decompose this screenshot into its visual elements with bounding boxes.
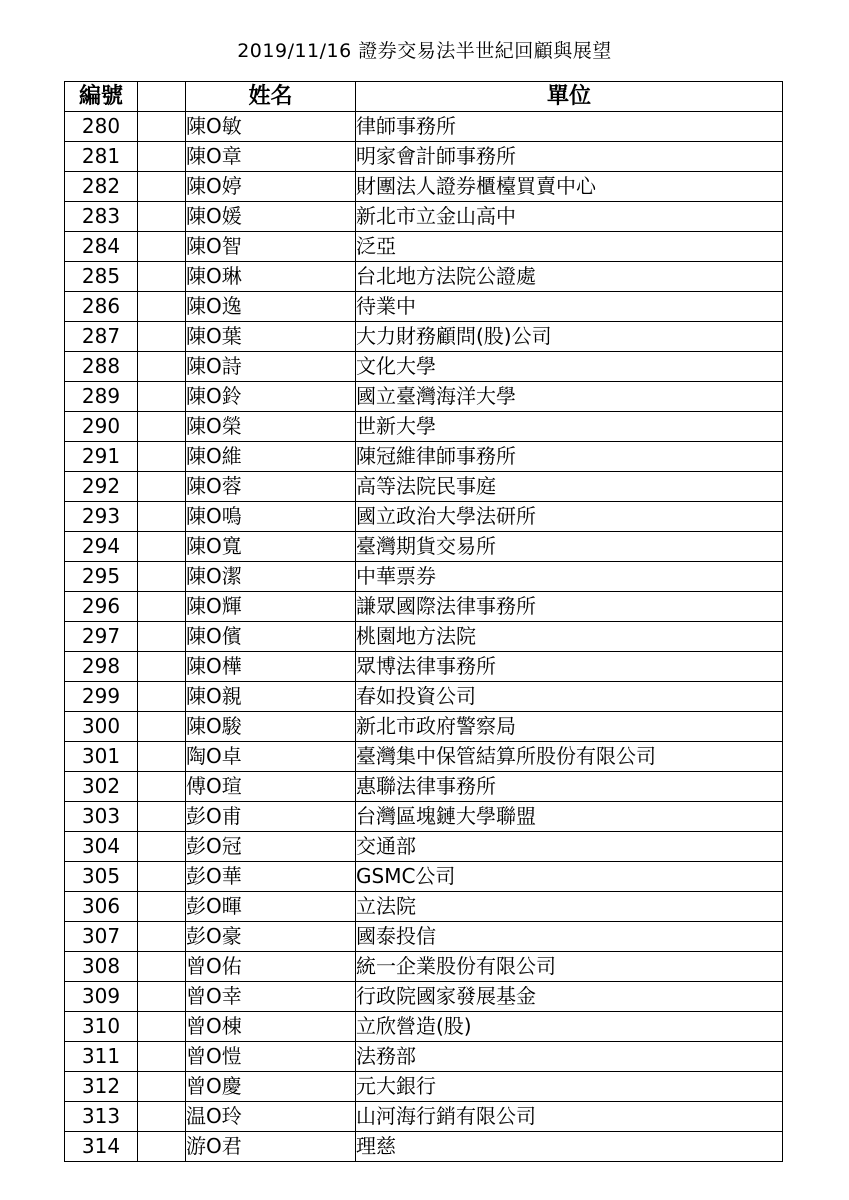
row-unit: 台北地方法院公證處 <box>356 262 783 292</box>
row-number: 283 <box>65 202 138 232</box>
page-title: 2019/11/16 證券交易法半世紀回顧與展望 <box>237 40 612 62</box>
row-name: 陳O智 <box>186 232 356 262</box>
table-row <box>65 292 783 322</box>
row-blank-cell <box>138 202 186 232</box>
row-name: 陳O親 <box>186 682 356 712</box>
table-row <box>65 1042 783 1072</box>
row-number: 284 <box>65 232 138 262</box>
row-number: 301 <box>65 742 138 772</box>
row-name: 陳O媛 <box>186 202 356 232</box>
row-unit: 待業中 <box>356 292 783 322</box>
row-blank-cell <box>138 412 186 442</box>
row-number: 300 <box>65 712 138 742</box>
row-name: 温O玲 <box>186 1102 356 1132</box>
row-blank-cell <box>138 172 186 202</box>
row-blank-cell <box>138 862 186 892</box>
row-name: 彭O暉 <box>186 892 356 922</box>
table-row <box>65 502 783 532</box>
row-name: 彭O豪 <box>186 922 356 952</box>
row-number: 311 <box>65 1042 138 1072</box>
table-row <box>65 322 783 352</box>
row-number: 285 <box>65 262 138 292</box>
table-row <box>65 802 783 832</box>
row-name: 曾O棟 <box>186 1012 356 1042</box>
row-name: 陳O葉 <box>186 322 356 352</box>
row-name: 彭O華 <box>186 862 356 892</box>
row-name: 陳O婷 <box>186 172 356 202</box>
row-blank-cell <box>138 1132 186 1162</box>
row-unit: 立欣營造(股) <box>356 1012 783 1042</box>
row-number: 308 <box>65 952 138 982</box>
table-row <box>65 772 783 802</box>
table-row <box>65 352 783 382</box>
row-blank-cell <box>138 592 186 622</box>
row-name: 傅O瑄 <box>186 772 356 802</box>
table-row <box>65 1072 783 1102</box>
row-name: 陳O蓉 <box>186 472 356 502</box>
row-unit: 國立政治大學法研所 <box>356 502 783 532</box>
row-unit: 謙眾國際法律事務所 <box>356 592 783 622</box>
row-blank-cell <box>138 352 186 382</box>
row-unit: 新北市立金山高中 <box>356 202 783 232</box>
row-name: 陶O卓 <box>186 742 356 772</box>
row-number: 310 <box>65 1012 138 1042</box>
row-unit: 惠聯法律事務所 <box>356 772 783 802</box>
row-unit: 國泰投信 <box>356 922 783 952</box>
row-unit: 眾博法律事務所 <box>356 652 783 682</box>
row-blank-cell <box>138 802 186 832</box>
row-unit: 臺灣集中保管結算所股份有限公司 <box>356 742 783 772</box>
table-row <box>65 532 783 562</box>
row-blank-cell <box>138 892 186 922</box>
row-number: 313 <box>65 1102 138 1132</box>
row-name: 彭O冠 <box>186 832 356 862</box>
row-unit: 理慈 <box>356 1132 783 1162</box>
row-name: 曾O慶 <box>186 1072 356 1102</box>
row-name: 彭O甫 <box>186 802 356 832</box>
table-row <box>65 112 783 142</box>
table-row <box>65 922 783 952</box>
row-unit: 財團法人證券櫃檯買賣中心 <box>356 172 783 202</box>
row-number: 297 <box>65 622 138 652</box>
row-blank-cell <box>138 1042 186 1072</box>
table-row <box>65 652 783 682</box>
row-blank-cell <box>138 772 186 802</box>
table-row <box>65 952 783 982</box>
row-blank-cell <box>138 712 186 742</box>
row-blank-cell <box>138 952 186 982</box>
row-blank-cell <box>138 1012 186 1042</box>
row-unit: 元大銀行 <box>356 1072 783 1102</box>
row-number: 287 <box>65 322 138 352</box>
row-number: 307 <box>65 922 138 952</box>
row-name: 陳O琳 <box>186 262 356 292</box>
row-unit: 立法院 <box>356 892 783 922</box>
row-number: 282 <box>65 172 138 202</box>
row-name: 陳O儐 <box>186 622 356 652</box>
row-name: 曾O幸 <box>186 982 356 1012</box>
row-unit: 世新大學 <box>356 412 783 442</box>
row-number: 306 <box>65 892 138 922</box>
row-unit: 統一企業股份有限公司 <box>356 952 783 982</box>
row-unit: 法務部 <box>356 1042 783 1072</box>
row-blank-cell <box>138 922 186 952</box>
row-number: 302 <box>65 772 138 802</box>
row-number: 292 <box>65 472 138 502</box>
row-blank-cell <box>138 322 186 352</box>
row-unit: 國立臺灣海洋大學 <box>356 382 783 412</box>
row-blank-cell <box>138 652 186 682</box>
row-unit: 臺灣期貨交易所 <box>356 532 783 562</box>
row-unit: 山河海行銷有限公司 <box>356 1102 783 1132</box>
row-number: 281 <box>65 142 138 172</box>
table-row <box>65 892 783 922</box>
header-number: 編號 <box>65 82 138 112</box>
row-blank-cell <box>138 622 186 652</box>
row-name: 陳O敏 <box>186 112 356 142</box>
row-name: 陳O維 <box>186 442 356 472</box>
row-unit: 陳冠維律師事務所 <box>356 442 783 472</box>
row-blank-cell <box>138 472 186 502</box>
row-name: 曾O愷 <box>186 1042 356 1072</box>
row-blank-cell <box>138 112 186 142</box>
row-unit: 明家會計師事務所 <box>356 142 783 172</box>
row-number: 294 <box>65 532 138 562</box>
table-row <box>65 982 783 1012</box>
row-number: 299 <box>65 682 138 712</box>
table-row <box>65 262 783 292</box>
row-name: 陳O寬 <box>186 532 356 562</box>
table-row <box>65 172 783 202</box>
row-unit: 春如投資公司 <box>356 682 783 712</box>
row-number: 314 <box>65 1132 138 1162</box>
row-number: 309 <box>65 982 138 1012</box>
row-blank-cell <box>138 382 186 412</box>
table-row <box>65 862 783 892</box>
table-row <box>65 712 783 742</box>
row-blank-cell <box>138 1102 186 1132</box>
table-row <box>65 142 783 172</box>
row-number: 293 <box>65 502 138 532</box>
row-blank-cell <box>138 682 186 712</box>
row-number: 286 <box>65 292 138 322</box>
row-unit: 台灣區塊鏈大學聯盟 <box>356 802 783 832</box>
row-unit: 文化大學 <box>356 352 783 382</box>
row-blank-cell <box>138 562 186 592</box>
table-row <box>65 622 783 652</box>
row-name: 陳O駿 <box>186 712 356 742</box>
row-number: 295 <box>65 562 138 592</box>
header-blank <box>138 82 186 112</box>
table-row <box>65 562 783 592</box>
row-blank-cell <box>138 742 186 772</box>
table-row <box>65 742 783 772</box>
row-blank-cell <box>138 982 186 1012</box>
row-number: 289 <box>65 382 138 412</box>
table-row <box>65 232 783 262</box>
table-body <box>65 112 783 1162</box>
table-row <box>65 592 783 622</box>
row-name: 陳O輝 <box>186 592 356 622</box>
row-blank-cell <box>138 232 186 262</box>
row-blank-cell <box>138 1072 186 1102</box>
row-blank-cell <box>138 292 186 322</box>
row-number: 288 <box>65 352 138 382</box>
row-name: 陳O鳴 <box>186 502 356 532</box>
row-unit: 交通部 <box>356 832 783 862</box>
row-number: 291 <box>65 442 138 472</box>
row-name: 陳O鈴 <box>186 382 356 412</box>
row-name: 陳O潔 <box>186 562 356 592</box>
row-unit: 高等法院民事庭 <box>356 472 783 502</box>
row-name: 陳O逸 <box>186 292 356 322</box>
table-row <box>65 832 783 862</box>
table-row <box>65 472 783 502</box>
row-name: 陳O榮 <box>186 412 356 442</box>
table-header-row <box>65 82 783 112</box>
header-unit: 單位 <box>356 82 783 112</box>
row-number: 298 <box>65 652 138 682</box>
table-row <box>65 382 783 412</box>
row-unit: 泛亞 <box>356 232 783 262</box>
row-unit: 行政院國家發展基金 <box>356 982 783 1012</box>
table-row <box>65 202 783 232</box>
row-number: 304 <box>65 832 138 862</box>
table-row <box>65 682 783 712</box>
row-blank-cell <box>138 142 186 172</box>
row-number: 290 <box>65 412 138 442</box>
row-unit: 大力財務顧問(股)公司 <box>356 322 783 352</box>
row-name: 陳O詩 <box>186 352 356 382</box>
row-number: 296 <box>65 592 138 622</box>
row-unit: 桃園地方法院 <box>356 622 783 652</box>
attendee-table <box>64 81 783 1162</box>
row-blank-cell <box>138 442 186 472</box>
row-name: 游O君 <box>186 1132 356 1162</box>
table-row <box>65 1102 783 1132</box>
row-number: 312 <box>65 1072 138 1102</box>
table-row <box>65 1012 783 1042</box>
table-row <box>65 412 783 442</box>
row-blank-cell <box>138 502 186 532</box>
row-name: 陳O樺 <box>186 652 356 682</box>
table-row <box>65 1132 783 1162</box>
row-number: 305 <box>65 862 138 892</box>
row-blank-cell <box>138 832 186 862</box>
row-blank-cell <box>138 262 186 292</box>
row-unit: 中華票券 <box>356 562 783 592</box>
row-number: 280 <box>65 112 138 142</box>
row-name: 曾O佑 <box>186 952 356 982</box>
row-number: 303 <box>65 802 138 832</box>
header-name: 姓名 <box>186 82 356 112</box>
row-name: 陳O章 <box>186 142 356 172</box>
row-unit: GSMC公司 <box>356 862 783 892</box>
row-blank-cell <box>138 532 186 562</box>
table-row <box>65 442 783 472</box>
row-unit: 律師事務所 <box>356 112 783 142</box>
row-unit: 新北市政府警察局 <box>356 712 783 742</box>
